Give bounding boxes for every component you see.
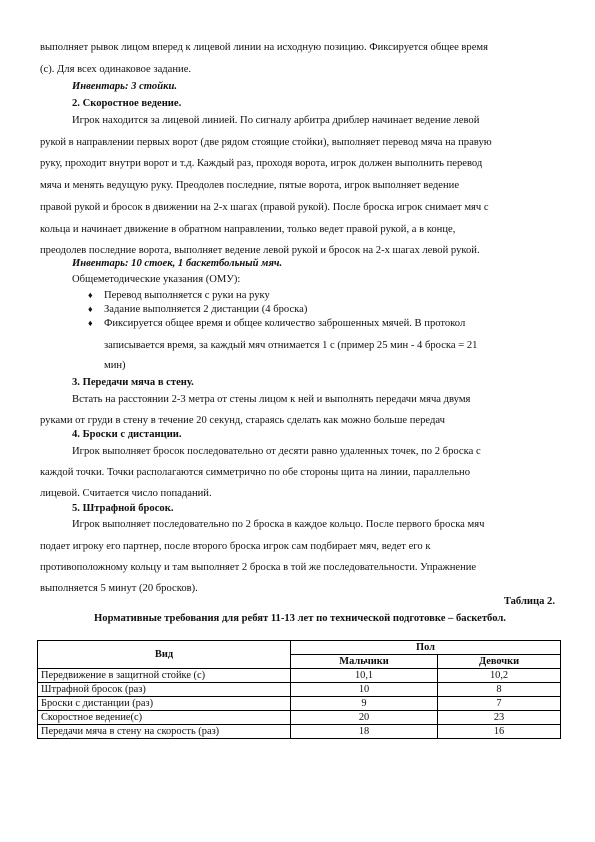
row-name: Передачи мяча в стену на скорость (раз)	[38, 725, 291, 739]
boys-value: 18	[291, 725, 438, 739]
section-heading: 5. Штрафной бросок.	[72, 503, 174, 514]
boys-value: 9	[291, 697, 438, 711]
row-name: Скоростное ведение(с)	[38, 711, 291, 725]
inventory-note: Инвентарь: 10 стоек, 1 баскетбольный мяч.	[72, 258, 283, 269]
text-line: руку, проходит внутри ворот и т.д. Каждый раз, проходя ворота, игрок должен выполнить перевод	[40, 158, 483, 169]
boys-value: 10,1	[291, 669, 438, 683]
girls-value: 16	[438, 725, 561, 739]
table-caption: Таблица 2.	[503, 596, 555, 607]
text-line: противоположному кольцу и там выполняет 2 броска в той же последовательности. Упражнение	[40, 562, 477, 573]
list-item: записывается время, за каждый мяч отнимается 1 с (пример 25 мин - 4 броска = 21	[104, 340, 478, 351]
table-row	[38, 683, 561, 697]
table-row	[38, 711, 561, 725]
column-header-vid: Вид	[38, 641, 291, 669]
row-name: Передвижение в защитной стойке (с)	[38, 669, 291, 683]
text-line: Игрок находится за лицевой линией. По сигналу арбитра дриблер начинает ведение левой	[72, 115, 480, 126]
table-header-row	[38, 641, 561, 655]
bullet-icon: ♦	[88, 304, 93, 314]
boys-value: 10	[291, 683, 438, 697]
bullet-icon: ♦	[88, 318, 93, 328]
text-line: (с). Для всех одинаковое задание.	[40, 64, 192, 75]
text-line: руками от груди в стену в течение 20 секунд, стараясь сделать как можно больше передач	[40, 415, 445, 426]
text-line: выполняет рывок лицом вперед к лицевой линии на исходную позицию. Фиксируется общее время	[40, 42, 489, 53]
section-heading: 4. Броски с дистанции.	[72, 429, 182, 440]
column-header-boys: Мальчики	[291, 655, 438, 669]
standards-table	[37, 640, 561, 739]
row-name: Броски с дистанции (раз)	[38, 697, 291, 711]
girls-value: 8	[438, 683, 561, 697]
text-line: мяча и менять ведущую руку. Преодолев последние, пятые ворота, игрок выполняет ведение	[40, 180, 460, 191]
girls-value: 23	[438, 711, 561, 725]
column-header-girls: Девочки	[438, 655, 561, 669]
text-line: выполняется 5 минут (20 бросков).	[40, 583, 198, 594]
section-heading: 2. Скоростное ведение.	[72, 98, 182, 109]
section-heading: 3. Передачи мяча в стену.	[72, 377, 194, 388]
text-line: кольца и начинает движение в обратном направлении, только ведет правой рукой, а в конце,	[40, 224, 456, 235]
text-line: преодолев последние ворота, выполняет ведение левой рукой и бросок на 2-х шагах левой рукой.	[40, 245, 480, 256]
text-line: Игрок выполняет бросок последовательно от десяти равно удаленных точек, по 2 броска с	[72, 446, 481, 457]
text-line: лицевой. Считается число попаданий.	[40, 488, 212, 499]
inventory-note: Инвентарь: 3 стойки.	[72, 81, 178, 92]
girls-value: 7	[438, 697, 561, 711]
list-item: мин)	[104, 360, 126, 371]
boys-value: 20	[291, 711, 438, 725]
bullet-icon: ♦	[88, 290, 93, 300]
girls-value: 10,2	[438, 669, 561, 683]
text-line: Общеметодические указания (ОМУ):	[72, 274, 241, 285]
text-line: Игрок выполняет последовательно по 2 броска в каждое кольцо. После первого броска мяч	[72, 519, 485, 530]
text-line: правой рукой и бросок в движении на 2-х шагах (правой рукой). После броска игрок снимает мяч с	[40, 202, 489, 213]
table-row	[38, 697, 561, 711]
list-item: Фиксируется общее время и общее количество заброшенных мячей. В протокол	[104, 318, 466, 329]
column-header-pol: Пол	[291, 641, 561, 655]
table-row	[38, 725, 561, 739]
list-item: Задание выполняется 2 дистанции (4 броска)	[104, 304, 308, 315]
text-line: подает игроку его партнер, после второго броска игрок сам подбирает мяч, ведет его к	[40, 541, 431, 552]
table-title: Нормативные требования для ребят 11-13 лет по технической подготовке – баскетбол.	[94, 613, 506, 624]
text-line: каждой точки. Точки располагаются симметрично по обе стороны щита на линии, параллельно	[40, 467, 470, 478]
list-item: Перевод выполняется с руки на руку	[104, 290, 270, 301]
text-line: Встать на расстоянии 2-3 метра от стены лицом к ней и выполнять передачи мяча двумя	[72, 394, 471, 405]
text-line: рукой в направлении первых ворот (две рядом стоящие стойки), выполняет перевод мяча на правую	[40, 137, 492, 148]
row-name: Штрафной бросок (раз)	[38, 683, 291, 697]
table-row	[38, 669, 561, 683]
